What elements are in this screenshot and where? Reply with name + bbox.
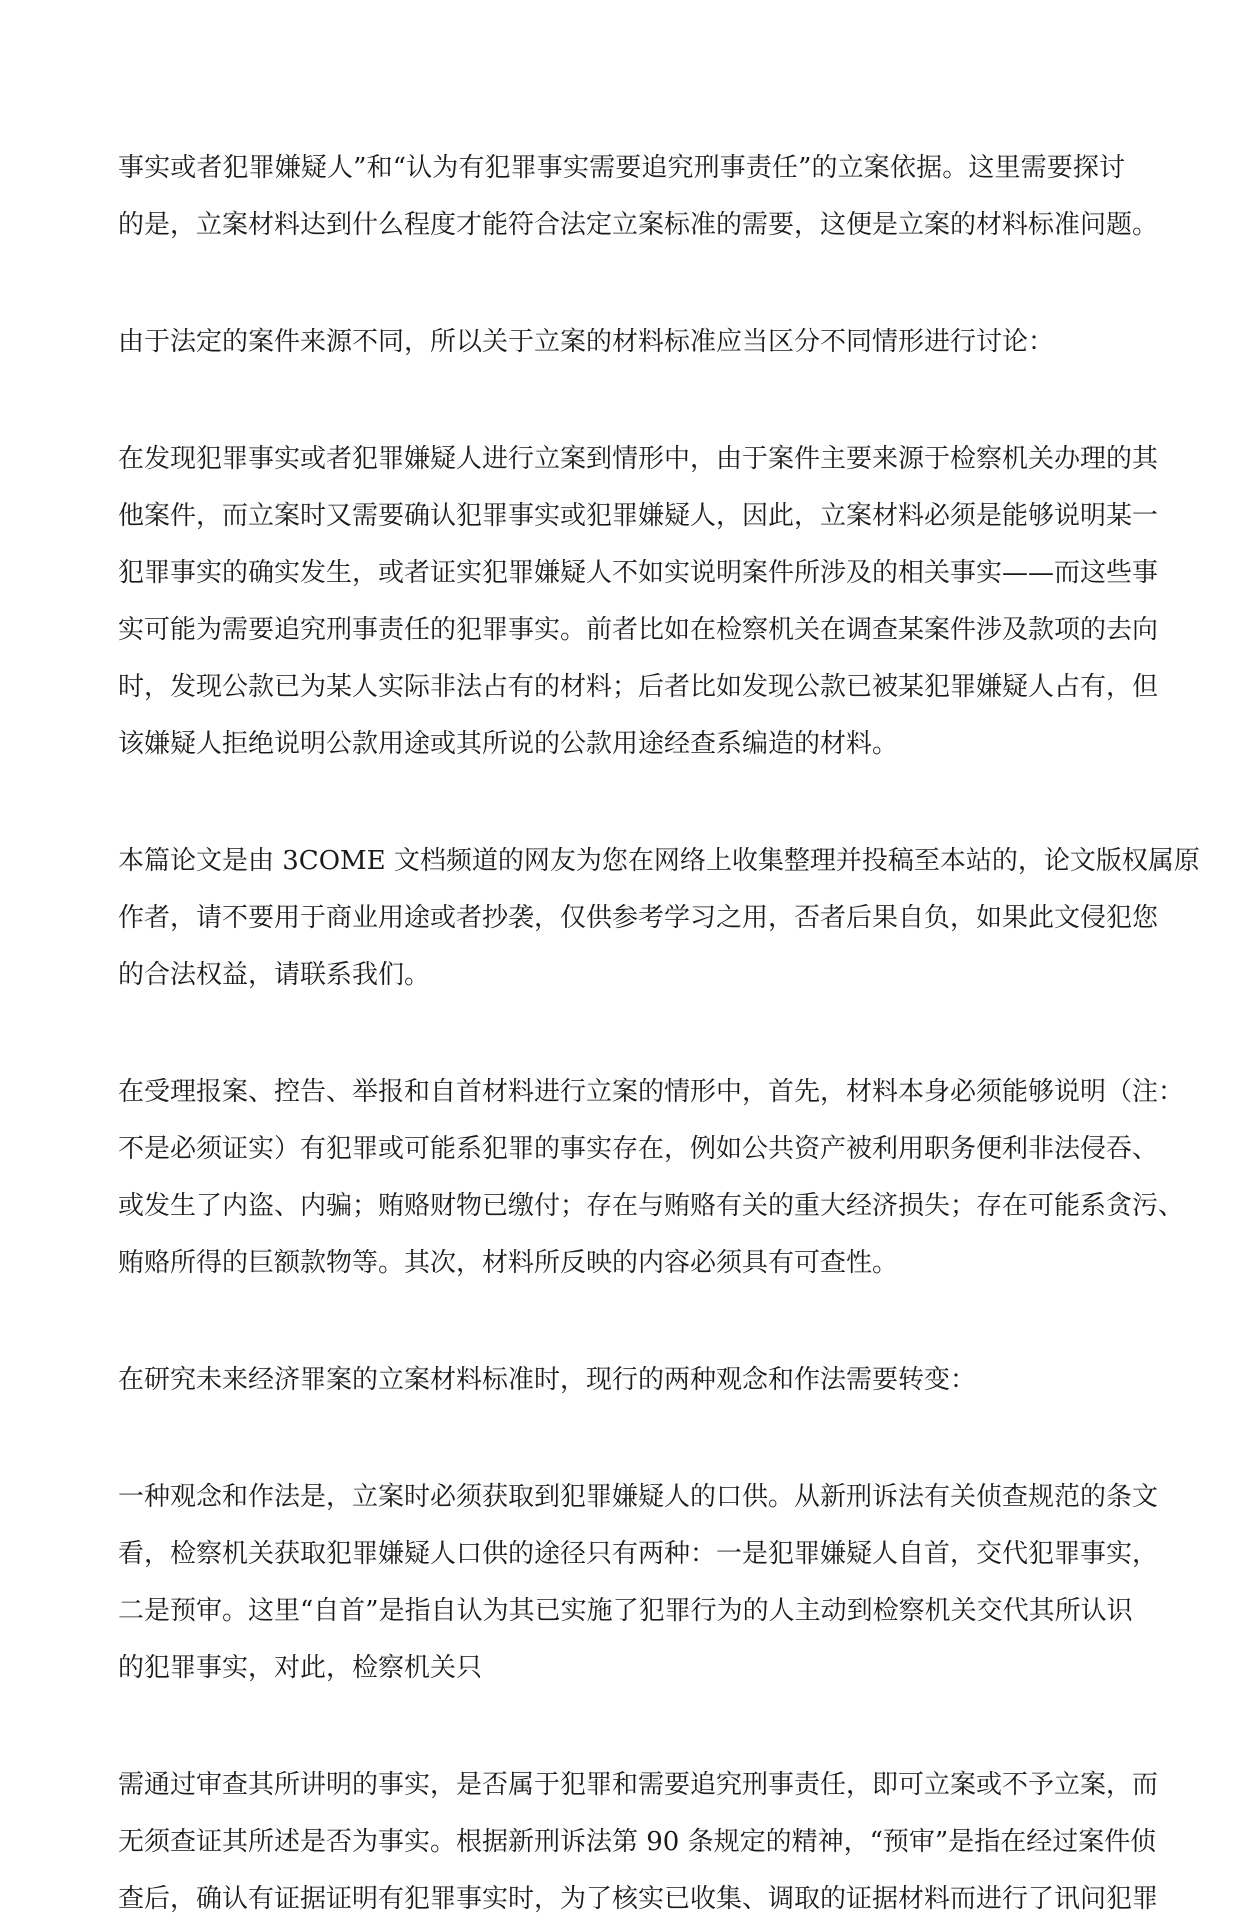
text-line: 犯罪事实的确实发生，或者证实犯罪嫌疑人不如实说明案件所涉及的相关事实——而这些事 [118,558,1159,588]
text-line: 的合法权益，请联系我们。 [118,960,431,990]
text-line: 的是，立案材料达到什么程度才能符合法定立案标准的需要，这便是立案的材料标准问题。 [118,210,1159,240]
text-line: 实可能为需要追究刑事责任的犯罪事实。前者比如在检察机关在调查某案件涉及款项的去向 [118,615,1159,645]
paragraph-1 [118,140,1159,254]
paragraph-2 [118,314,1125,371]
text-line: 事实或者犯罪嫌疑人”和“认为有犯罪事实需要追究刑事责任”的立案依据。这里需要探讨 [118,153,1125,183]
text-line: 该嫌疑人拒绝说明公款用途或其所说的公款用途经查系编造的材料。 [118,729,899,759]
paragraph-5 [118,1064,1185,1292]
text-line: 一种观念和作法是，立案时必须获取到犯罪嫌疑人的口供。从新刑诉法有关侦查规范的条文 [118,1482,1159,1512]
paragraph-8 [118,1757,1159,1928]
text-line: 作者，请不要用于商业用途或者抄袭，仅供参考学习之用，否者后果自负，如果此文侵犯您 [118,903,1159,933]
paragraph-6 [118,1352,1125,1409]
text-line: 的犯罪事实，对此，检察机关只 [118,1653,483,1683]
text-line: 无须查证其所述是否为事实。根据新刑诉法第 90 条规定的精神，“预审”是指在经过案件侦 [118,1827,1157,1857]
paragraph-7 [118,1469,1159,1697]
text-line: 贿赂所得的巨额款物等。其次，材料所反映的内容必须具有可查性。 [118,1248,899,1278]
text-line: 时，发现公款已为某人实际非法占有的材料；后者比如发现公款已被某犯罪嫌疑人占有，但 [118,672,1159,702]
text-line: 在研究未来经济罪案的立案材料标准时，现行的两种观念和作法需要转变： [118,1365,977,1395]
text-line: 在发现犯罪事实或者犯罪嫌疑人进行立案到情形中，由于案件主要来源于检察机关办理的其 [118,444,1159,474]
text-line: 或发生了内盗、内骗；贿赂财物已缴付；存在与贿赂有关的重大经济损失；存在可能系贪污、 [118,1191,1185,1221]
text-line: 看，检察机关获取犯罪嫌疑人口供的途径只有两种：一是犯罪嫌疑人自首，交代犯罪事实， [118,1539,1159,1569]
text-line: 需通过审查其所讲明的事实，是否属于犯罪和需要追究刑事责任，即可立案或不予立案，而 [118,1770,1159,1800]
text-line: 由于法定的案件来源不同，所以关于立案的材料标准应当区分不同情形进行讨论： [118,327,1055,357]
text-line: 不是必须证实）有犯罪或可能系犯罪的事实存在，例如公共资产被利用职务便利非法侵吞、 [118,1134,1159,1164]
paragraph-4 [118,833,1200,1004]
paragraph-3 [118,431,1159,773]
text-line: 他案件，而立案时又需要确认犯罪事实或犯罪嫌疑人，因此，立案材料必须是能够说明某一 [118,501,1159,531]
text-line: 二是预审。这里“自首”是指自认为其已实施了犯罪行为的人主动到检察机关交代其所认识 [118,1596,1133,1626]
text-line: 查后，确认有证据证明有犯罪事实时，为了核实已收集、调取的证据材料而进行了讯问犯罪 [118,1884,1159,1914]
text-line: 本篇论文是由 3COME 文档频道的网友为您在网络上收集整理并投稿至本站的，论文版权属原 [118,846,1200,876]
text-line: 在受理报案、控告、举报和自首材料进行立案的情形中，首先，材料本身必须能够说明（注： [118,1077,1185,1107]
